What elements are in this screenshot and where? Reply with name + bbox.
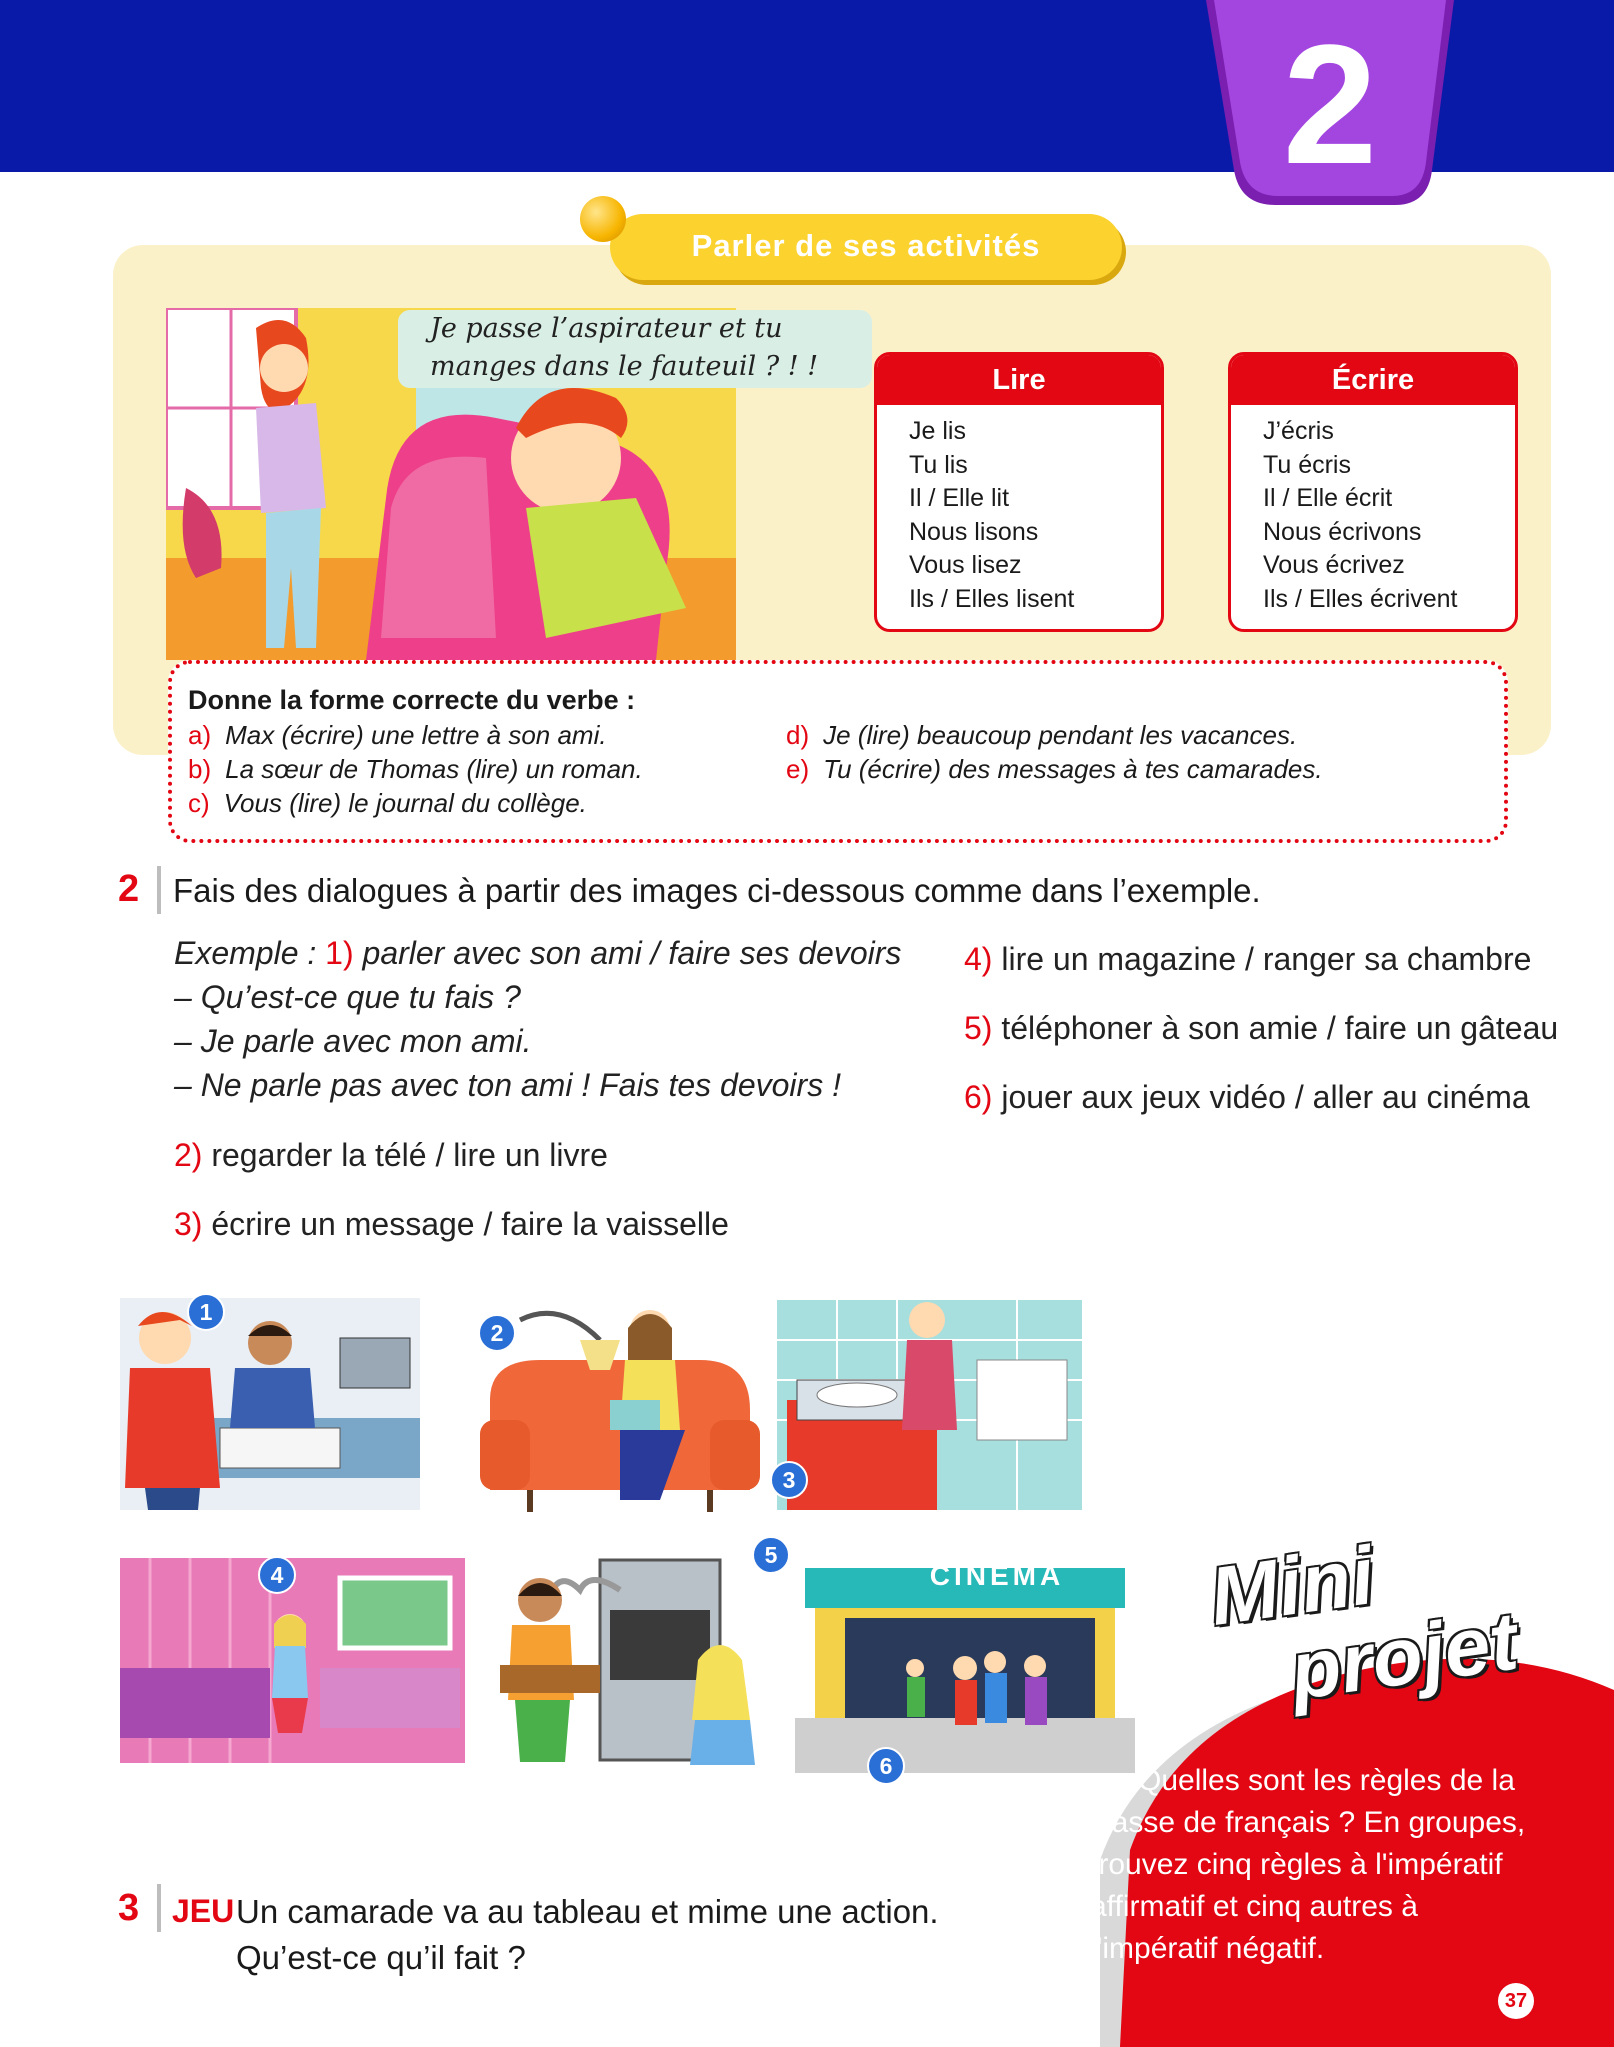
mini-projet-title-line1: Mini <box>1204 1530 1380 1643</box>
exercise-2-item <box>964 1079 1530 1116</box>
cinema-sign: CINÉMA <box>929 1560 1065 1591</box>
section-divider <box>157 866 161 914</box>
example-number: 1) <box>325 935 354 971</box>
item-text: regarder la télé / lire un livre <box>211 1137 608 1173</box>
dialogue-line: – Qu’est-ce que tu fais ? <box>174 979 521 1015</box>
exercise-1-item <box>786 720 1297 751</box>
item-letter: e) <box>786 754 810 784</box>
exercise-2-item <box>174 1206 729 1243</box>
item-text: Vous (lire) le journal du collège. <box>223 788 587 818</box>
item-number: 6) <box>964 1079 993 1115</box>
ecrire-form: Il / Elle écrit <box>1263 484 1393 512</box>
ecrire-form: Ils / Elles écrivent <box>1263 584 1458 613</box>
lire-form: Il / Elle lit <box>909 484 1010 512</box>
example-text: parler avec son ami / faire ses devoirs <box>362 935 902 971</box>
picture-4-bedroom <box>120 1558 465 1763</box>
lire-title: Lire <box>877 355 1161 405</box>
item-number: 3) <box>174 1206 203 1242</box>
item-text: Je (lire) beaucoup pendant les vacances. <box>823 720 1298 750</box>
exercise-3-text: Un camarade va au tableau et mime une action. <box>236 1893 939 1930</box>
exercise-2-number: 2 <box>118 868 140 910</box>
item-text: La sœur de Thomas (lire) un roman. <box>225 754 643 784</box>
speech-bubble-text: Je passe l’aspirateur et tu manges dans le fauteuil ? ! ! <box>430 313 819 382</box>
ecrire-conjugation-table <box>1228 352 1518 632</box>
item-text: Max (écrire) une lettre à son ami. <box>225 720 607 750</box>
exercise-1-item <box>188 754 643 785</box>
item-text: Tu (écrire) des messages à tes camarades. <box>823 754 1323 784</box>
item-text: jouer aux jeux vidéo / aller au cinéma <box>1001 1079 1530 1115</box>
ecrire-title: Écrire <box>1231 355 1515 405</box>
ecrire-forms <box>1231 405 1515 616</box>
mini-projet-text: Quelles sont les règles de la classe de français ? En groupes, trouvez cinq règles à l'impératif affirmatif et cinq autres à l'impératif négatif. <box>1090 1764 1526 1965</box>
lire-forms <box>877 405 1161 616</box>
item-letter: d) <box>786 720 810 750</box>
picture-1-boys-homework <box>120 1298 420 1510</box>
chapter-number: 2 <box>1282 10 1378 200</box>
lire-conjugation-table <box>874 352 1164 632</box>
exercise-3-label: JEU <box>172 1893 235 1929</box>
lire-form: Tu lis <box>909 450 968 479</box>
exercise-1-item <box>188 720 607 751</box>
item-number: 5) <box>964 1010 993 1046</box>
item-letter: c) <box>188 788 210 818</box>
picture-badge: 4 <box>258 1556 296 1594</box>
item-number: 2) <box>174 1137 203 1173</box>
picture-3-kitchen-dishes <box>777 1300 1082 1510</box>
item-text: lire un magazine / ranger sa chambre <box>1001 941 1532 977</box>
mini-projet-title-line2: projet <box>1284 1595 1523 1718</box>
topic-title: Parler de ses activités <box>691 228 1041 263</box>
ecrire-form: Nous écrivons <box>1263 517 1422 546</box>
dialogue-line: – Je parle avec mon ami. <box>174 1023 532 1059</box>
picture-badge: 1 <box>187 1293 225 1331</box>
item-number: 4) <box>964 941 993 977</box>
item-letter: b) <box>188 754 212 784</box>
item-text: écrire un message / faire la vaisselle <box>211 1206 729 1242</box>
picture-5-baking-cake <box>470 1550 770 1765</box>
item-text: téléphoner à son amie / faire un gâteau <box>1001 1010 1559 1046</box>
item-letter: a) <box>188 720 212 750</box>
picture-badge: 2 <box>478 1314 516 1352</box>
exercise-2-example <box>174 935 901 972</box>
lire-form: Nous lisons <box>909 517 1039 546</box>
ecrire-form: Tu écris <box>1263 450 1351 479</box>
exercise-1-item <box>188 788 587 819</box>
lire-form: Vous lisez <box>909 551 1022 579</box>
example-prefix: Exemple : <box>174 935 326 971</box>
exercise-2-title: Fais des dialogues à partir des images ci-dessous comme dans l’exemple. <box>173 872 1261 909</box>
lire-form: Ils / Elles lisent <box>909 584 1075 613</box>
exercise-2-item <box>964 1010 1558 1047</box>
page-number: 37 <box>1498 1983 1534 2019</box>
picture-badge: 3 <box>770 1461 808 1499</box>
exercise-1-item <box>786 754 1323 785</box>
exercise-2-item <box>174 1137 608 1174</box>
exercise-3-number: 3 <box>118 1887 140 1929</box>
lire-form: Je lis <box>909 417 966 445</box>
exercise-3-text: Qu’est-ce qu’il fait ? <box>236 1939 526 1976</box>
section-divider <box>157 1884 161 1932</box>
exercise-2-item <box>964 941 1531 978</box>
exercise-1-title: Donne la forme correcte du verbe : <box>188 685 636 715</box>
dialogue-line: – Ne parle pas avec ton ami ! Fais tes devoirs ! <box>174 1067 841 1103</box>
picture-badge: 5 <box>752 1536 790 1574</box>
picture-badge: 6 <box>867 1747 905 1785</box>
ecrire-form: J’écris <box>1263 417 1334 445</box>
ecrire-form: Vous écrivez <box>1263 551 1405 579</box>
